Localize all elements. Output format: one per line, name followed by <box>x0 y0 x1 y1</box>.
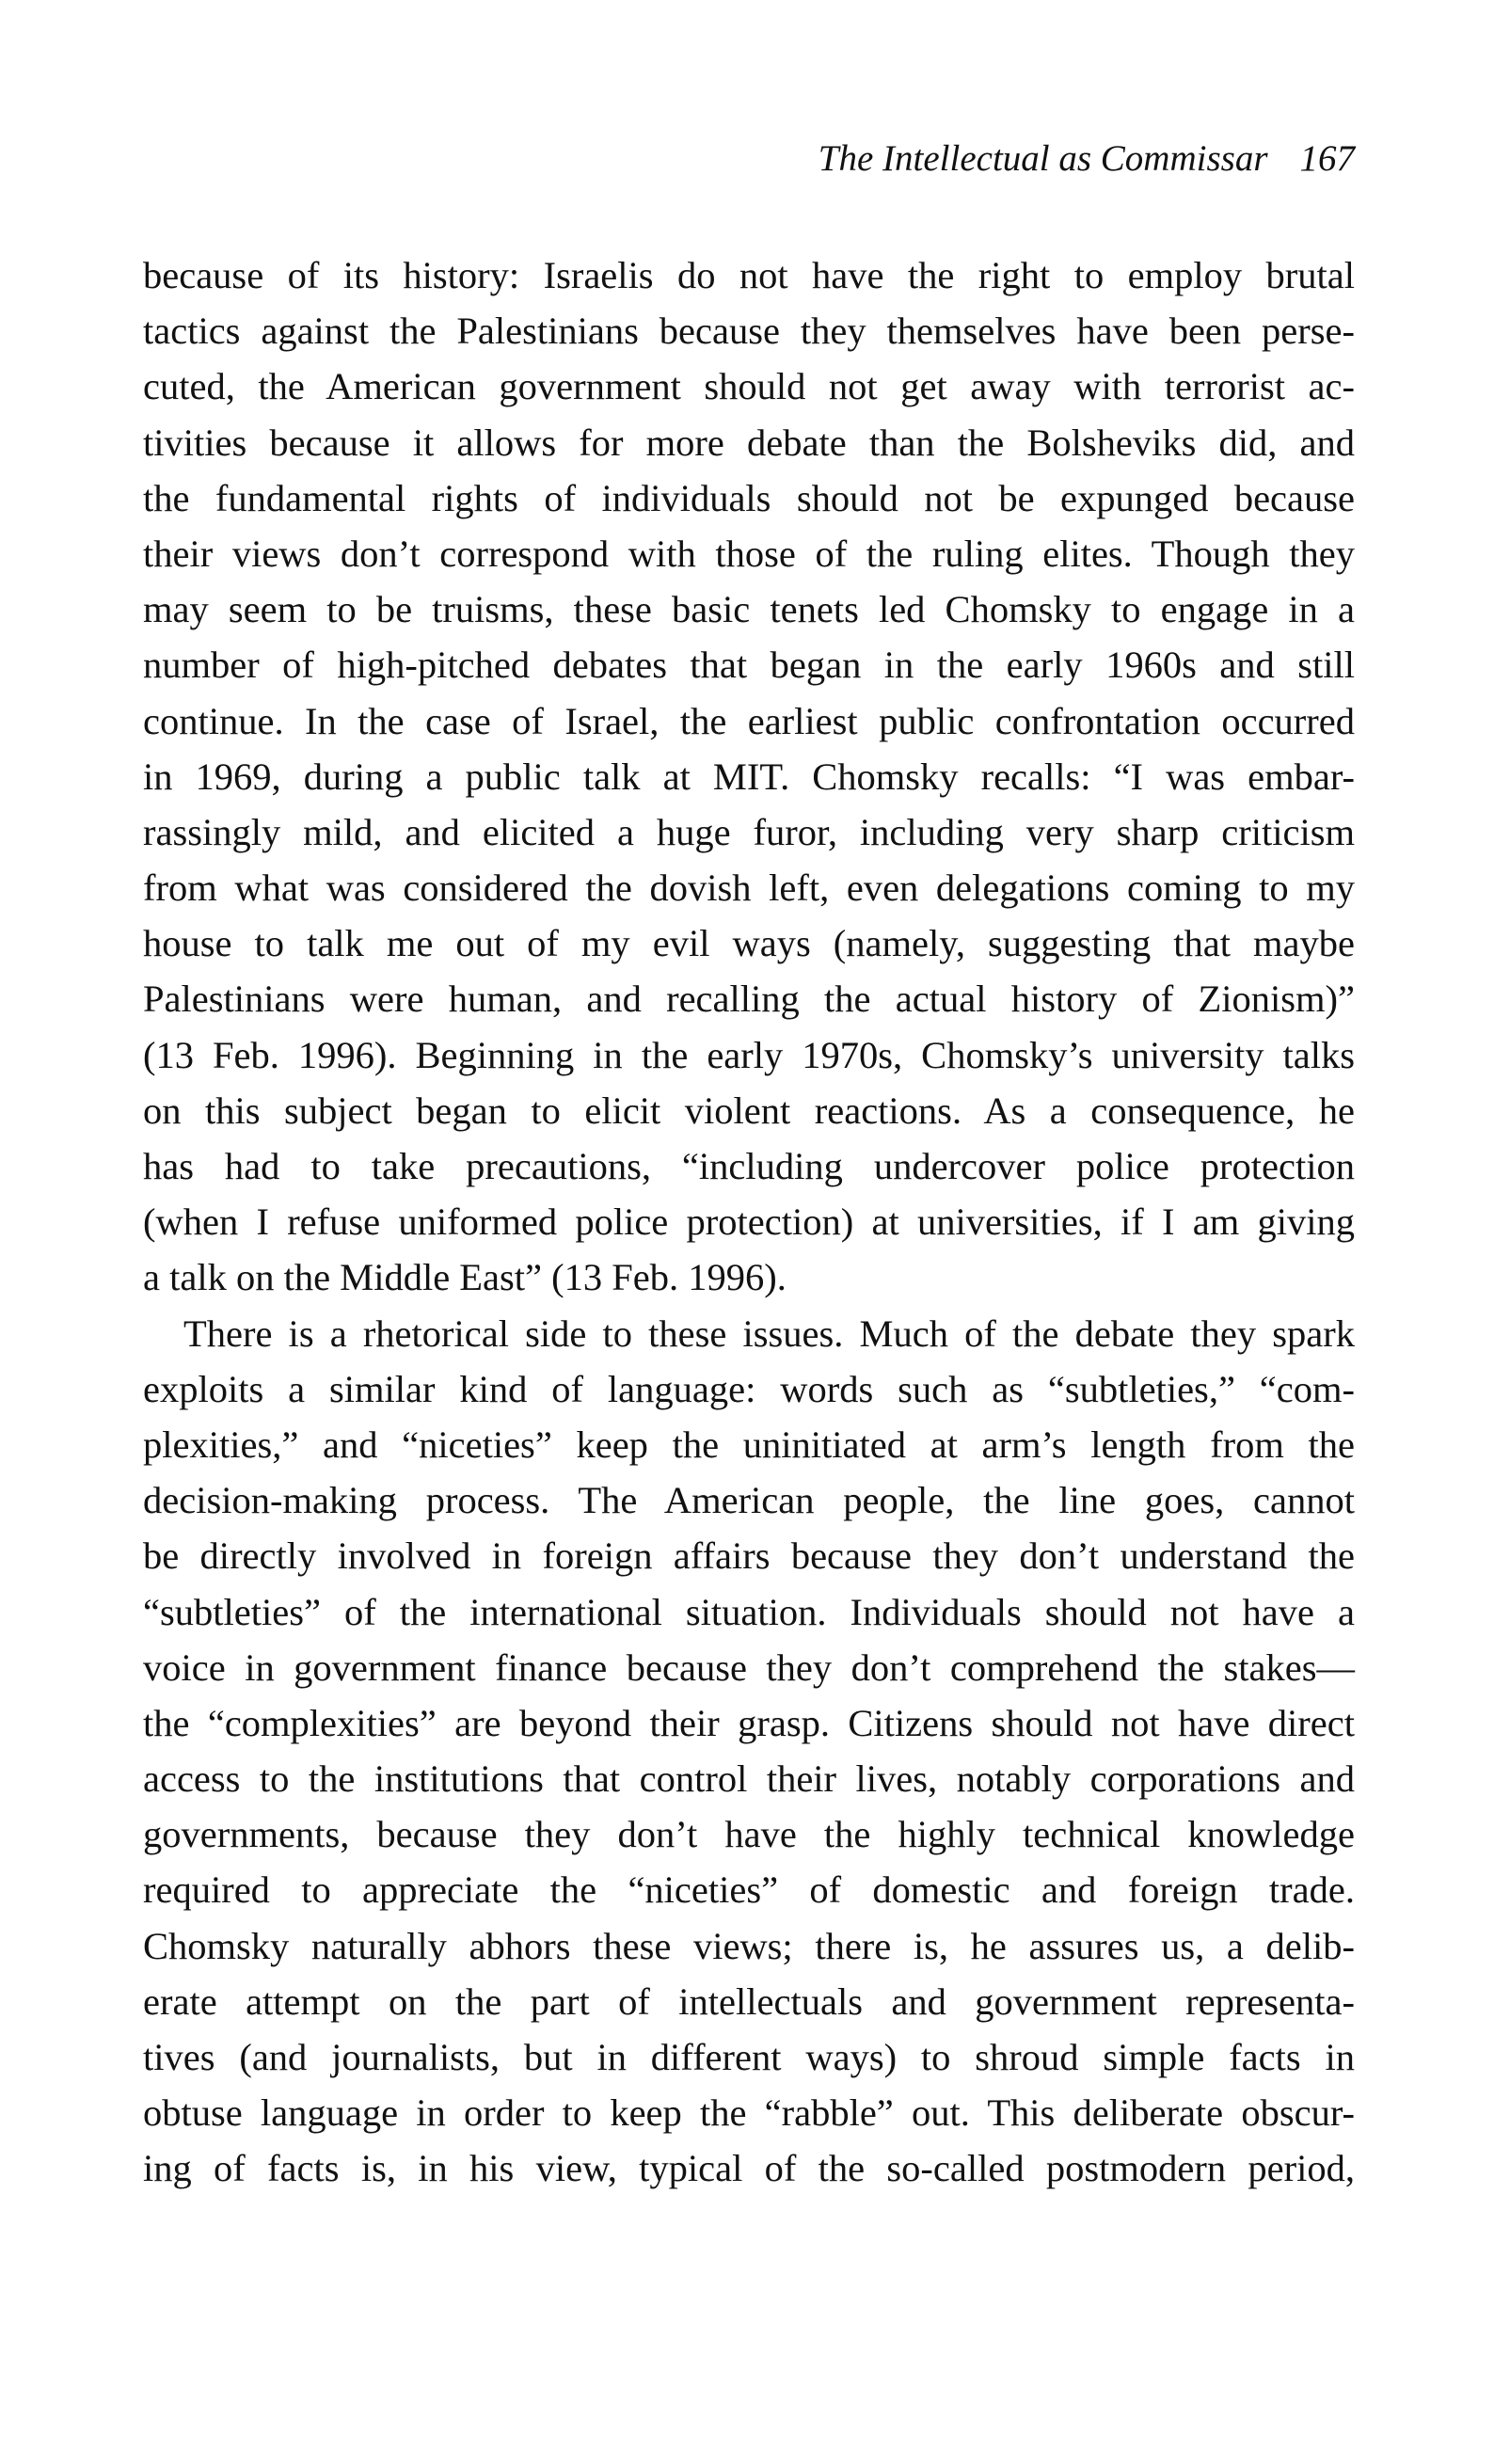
text-line: tivities because it allows for more debate than the Bolsheviks did, and <box>143 421 1355 464</box>
text-line: Palestinians were human, and recalling the actual history of Zionism)” <box>143 978 1355 1021</box>
text-line: because of its history: Israelis do not have the right to employ brutal <box>143 254 1355 296</box>
text-line: rassingly mild, and elicited a huge furor, including very sharp criticism <box>143 810 1355 853</box>
text-line: erate attempt on the part of intellectuals and government representa- <box>143 1979 1355 2023</box>
text-line: their views don’t correspond with those of the ruling elites. Though they <box>143 532 1355 575</box>
text-line: the “complexities” are beyond their grasp. Citizens should not have direct <box>143 1701 1355 1744</box>
text-line: Chomsky naturally abhors these views; there is, he assures us, a delib- <box>143 1924 1355 1967</box>
text-line: tives (and journalists, but in different ways) to shroud simple facts in <box>143 2036 1355 2078</box>
text-line: may seem to be truisms, these basic tenets led Chomsky to engage in a <box>143 588 1355 631</box>
text-line: (13 Feb. 1996). Beginning in the early 1970s, Chomsky’s university talks <box>143 1033 1355 1076</box>
text-line: number of high-pitched debates that began in the early 1960s and still <box>143 644 1355 687</box>
text-line: in 1969, during a public talk at MIT. Chomsky recalls: “I was embar- <box>143 755 1355 798</box>
text-line: continue. In the case of Israel, the earliest public confrontation occurred <box>143 699 1355 742</box>
text-line: has had to take precautions, “including undercover police protection <box>143 1145 1355 1187</box>
text-line: be directly involved in foreign affairs because they don’t understand the <box>143 1534 1355 1578</box>
running-title: The Intellectual as Commissar <box>818 138 1268 179</box>
text-line: ing of facts is, in his view, typical of the so-called postmodern period, <box>143 2147 1355 2190</box>
text-line: the fundamental rights of individuals should not be expunged because <box>143 476 1355 519</box>
text-line: house to talk me out of my evil ways (namely, suggesting that maybe <box>143 922 1355 965</box>
text-line: tactics against the Palestinians because they themselves have been perse- <box>143 310 1355 353</box>
text-line: governments, because they don’t have the highly technical knowledge <box>143 1813 1355 1856</box>
text-line: on this subject began to elicit violent reactions. As a consequence, he <box>143 1089 1355 1132</box>
text-line: required to appreciate the “niceties” of domestic and foreign trade. <box>143 1868 1355 1912</box>
text-line: voice in government finance because they don’t comprehend the stakes— <box>143 1645 1355 1689</box>
text-line: access to the institutions that control their lives, notably corporations and <box>143 1757 1355 1801</box>
text-line: plexities,” and “niceties” keep the uninitiated at arm’s length from the <box>143 1423 1355 1466</box>
text-line: decision-making process. The American people, the line goes, cannot <box>143 1479 1355 1522</box>
running-head <box>143 137 1355 181</box>
text-line: “subtleties” of the international situation. Individuals should not have a <box>143 1590 1355 1633</box>
text-line: obtuse language in order to keep the “rabble” out. This deliberate obscur- <box>143 2091 1355 2135</box>
text-line: from what was considered the dovish left, even delegations coming to my <box>143 866 1355 910</box>
text-line: (when I refuse uniformed police protection) at universities, if I am giving <box>143 1200 1355 1244</box>
page-number: 167 <box>1299 138 1355 179</box>
text-line: cuted, the American government should not get away with terrorist ac- <box>143 365 1355 408</box>
text-line: There is a rhetorical side to these issues. Much of the debate they spark <box>183 1311 1355 1355</box>
body-text <box>143 247 1355 2197</box>
text-line: exploits a similar kind of language: words such as “subtleties,” “com- <box>143 1367 1355 1410</box>
text-line: a talk on the Middle East” (13 Feb. 1996). <box>143 1256 787 1299</box>
